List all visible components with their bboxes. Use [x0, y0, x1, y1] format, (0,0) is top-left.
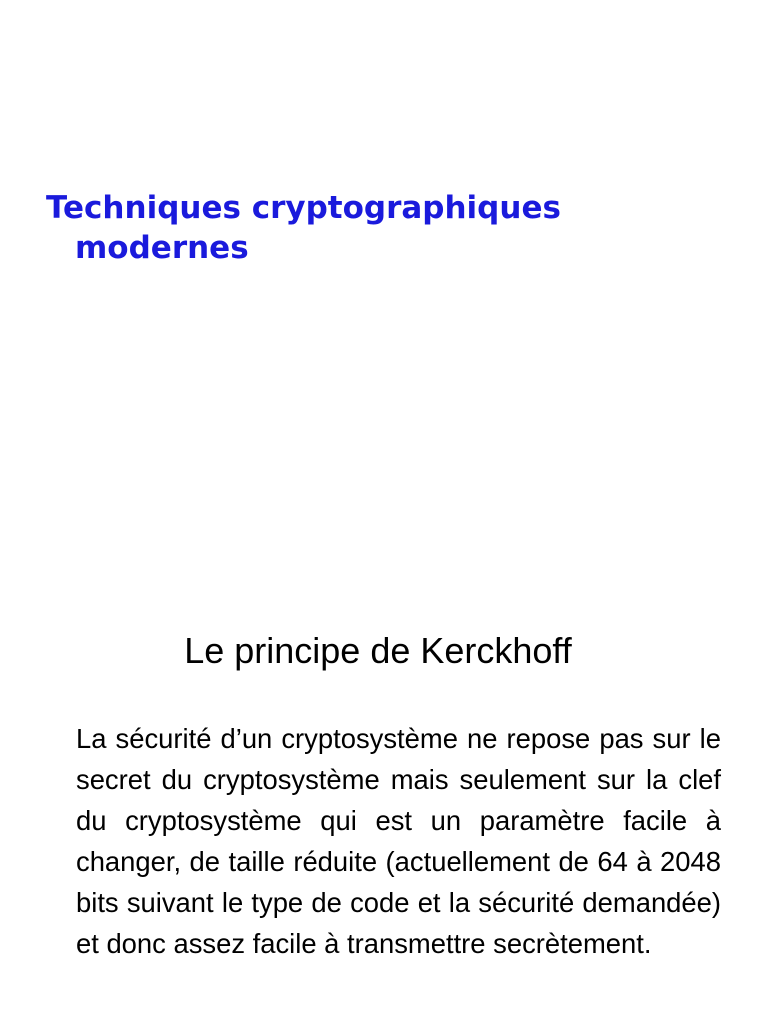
slide-heading: Le principe de Kerckhoff [184, 630, 572, 671]
section-title: Techniques cryptographiques modernes [46, 190, 561, 266]
body-paragraph: La sécurité d’un cryptosystème ne repose pas sur le secret du cryptosystème mais seulement sur la clef du cryptosystème qui est un paramètre facile à changer, de taille réduite (actuellement de 64 à 2048 bits suivant le type de code et la sécurité demandée) et donc assez facile à transmettre secrètement. [76, 723, 721, 959]
